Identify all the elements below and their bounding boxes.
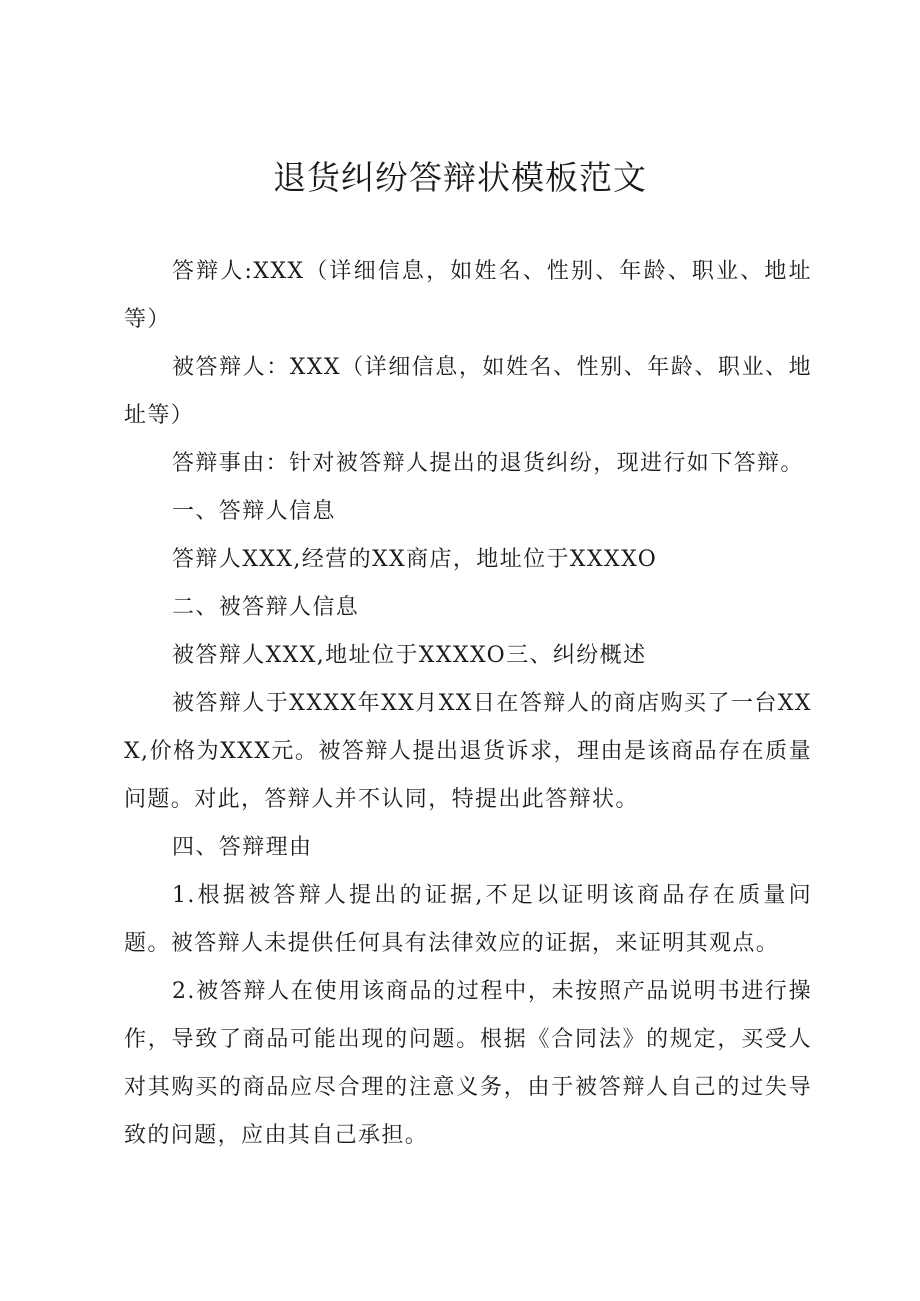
defense-reason-line: 答辩事由：针对被答辩人提出的退货纠纷，现进行如下答辩。 <box>172 451 804 476</box>
section-heading-2: 二、被答辩人信息 <box>172 595 360 620</box>
plaintiff-info: 被答辩人XXX,地址位于XXXXO三、纠纷概述 <box>172 643 647 668</box>
respondent-info: 答辩人XXX,经营的XX商店，地址位于XXXXO <box>172 547 658 572</box>
document-title: 退货纠纷答辩状模板范文 <box>273 158 647 197</box>
defense-point-2: 2.被答辩人在使用该商品的过程中，未按照产品说明书进行操作，导致了商品可能出现的问题。根据《合同法》的规定，买受人对其购买的商品应尽合理的注意义务，由于被答辩人自己的过失导致的问题，应由其自己承担。 <box>124 979 812 1148</box>
respondent-line: 答辩人:XXX（详细信息，如姓名、性别、年龄、职业、地址等） <box>124 259 812 332</box>
section-heading-4: 四、答辩理由 <box>172 835 313 860</box>
defense-point-1: 1.根据被答辩人提出的证据,不足以证明该商品存在质量问题。被答辩人未提供任何具有法律效应的证据，来证明其观点。 <box>124 883 812 956</box>
dispute-summary: 被答辩人于XXXX年XX月XX日在答辩人的商店购买了一台XXX,价格为XXX元。被答辩人提出退货诉求，理由是该商品存在质量问题。对此，答辩人并不认同，特提出此答辩状。 <box>124 691 812 812</box>
section-heading-1: 一、答辩人信息 <box>172 499 336 524</box>
plaintiff-line: 被答辩人：XXX（详细信息，如姓名、性别、年龄、职业、地址等） <box>124 355 812 428</box>
document-body <box>124 248 812 1160</box>
